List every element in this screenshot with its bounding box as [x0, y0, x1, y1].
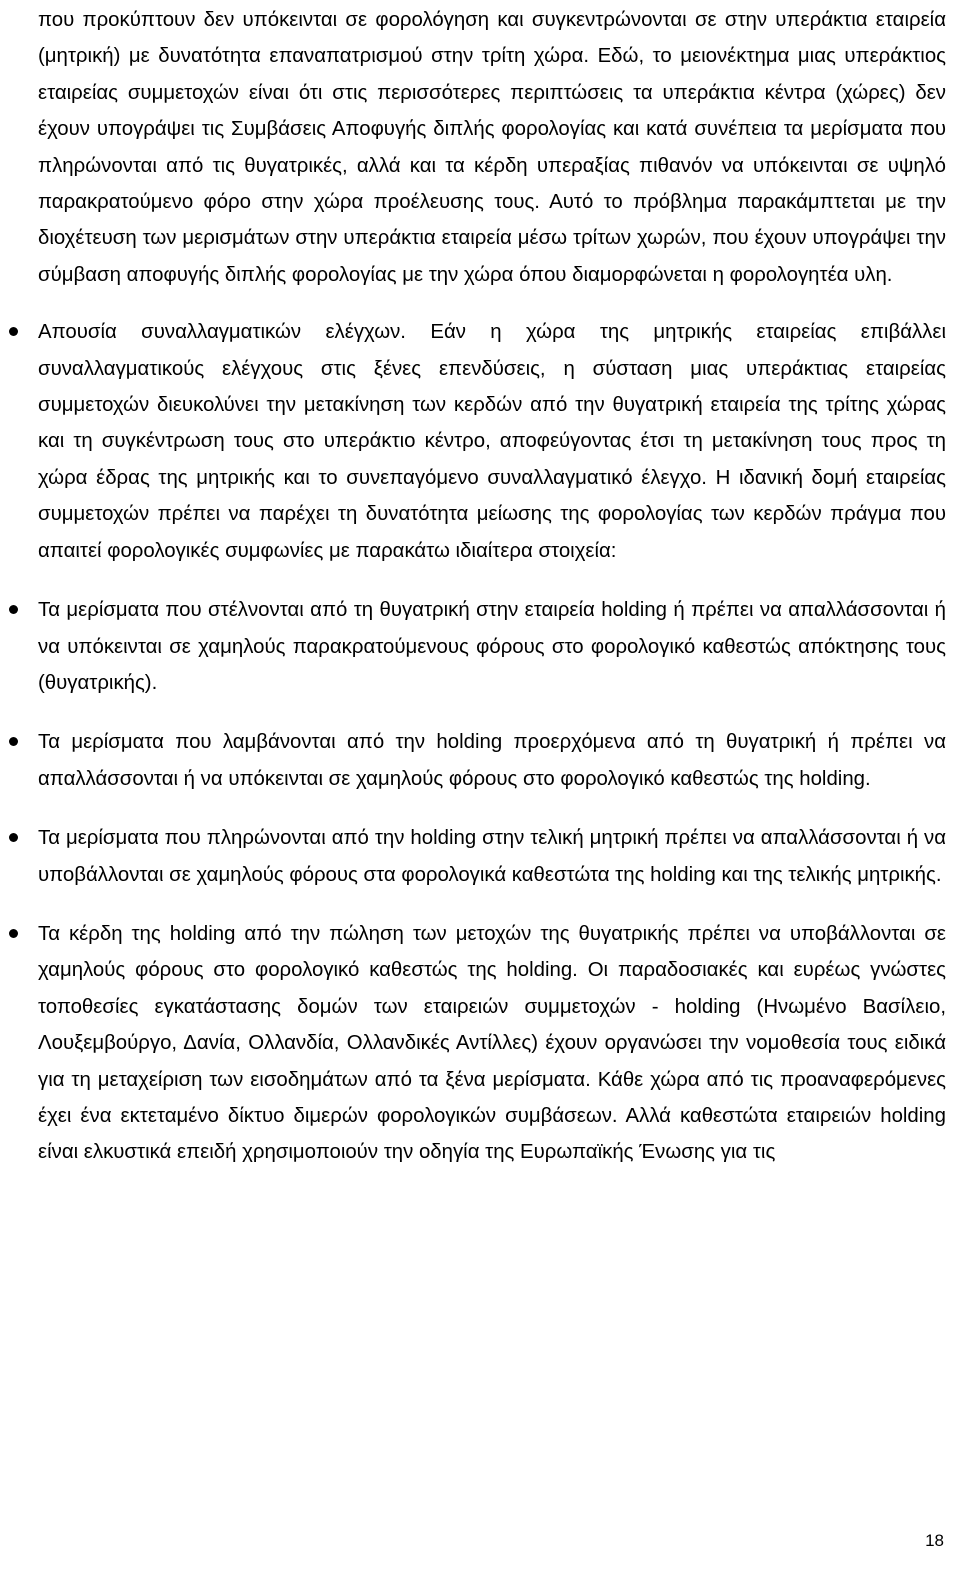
list-item — [38, 314, 946, 569]
spacer — [38, 569, 946, 592]
bullet-icon — [9, 327, 18, 336]
bullet-icon — [9, 605, 18, 614]
list-item-text: Τα μερίσματα που λαμβάνονται από την holding προερχόμενα από τη θυγατρική ή πρέπει να απαλλάσσονται ή να υπόκεινται σε χαμηλούς φόρους στο φορολογικό καθεστώς της holding. — [38, 731, 946, 790]
bullet-icon — [9, 833, 18, 842]
list-item — [38, 724, 946, 797]
list-item-text: Τα μερίσματα που στέλνονται από τη θυγατρική στην εταιρεία holding ή πρέπει να απαλλάσσονται ή να υπόκεινται σε χαμηλούς παρακρατούμενους φόρους στο φορολογικό καθεστώς απόκτησης τους (θυγατρικής). — [38, 599, 946, 694]
list-item — [38, 820, 946, 893]
spacer — [38, 893, 946, 916]
bullet-icon — [9, 929, 18, 938]
bullet-icon — [9, 737, 18, 746]
list-item — [38, 592, 946, 701]
spacer — [38, 701, 946, 724]
list-item-text: Τα μερίσματα που πληρώνονται από την holding στην τελική μητρική πρέπει να απαλλάσσονται ή να υποβάλλονται σε χαμηλούς φόρους στα φορολογικά καθεστώτα της holding και της τελικής μητρικής. — [38, 827, 946, 886]
list-item — [38, 916, 946, 1171]
page-number: 18 — [925, 1531, 944, 1550]
spacer — [38, 293, 946, 314]
list-item-text: Απουσία συναλλαγματικών ελέγχων. Εάν η χώρα της μητρικής εταιρείας επιβάλλει συναλλαγματικούς ελέγχους στις ξένες επενδύσεις, η σύσταση μιας υπεράκτιας εταιρείας συμμετοχών διευκολύνει την μετακίνηση των κερδών από την θυγατρική εταιρεία της τρίτης χώρας και τη συγκέντρωση τους στο υπεράκτιο κέντρο, αποφεύγοντας έτσι τη μετακίνηση τους προς τη χώρα έδρας της μητρικής και το συνεπαγόμενο συναλλαγματικό έλεγχο. Η ιδανική δομή εταιρείας συμμετοχών πρέπει να παρέχει τη δυνατότητα μείωσης της φορολογίας των κερδών πράγμα που απαιτεί φορολογικές συμφωνίες με παρακάτω ιδιαίτερα στοιχεία: — [38, 321, 946, 562]
intro-paragraph: που προκύπτουν δεν υπόκεινται σε φορολόγηση και συγκεντρώνονται σε στην υπεράκτια εταιρεία (μητρική) με δυνατότητα επαναπατρισμού στην τρίτη χώρα. Εδώ, το μειονέκτημα μιας υπεράκτιος εταιρείας συμμετοχών είναι ότι στις περισσότερες περιπτώσεις τα υπεράκτια κέντρα (χώρες) δεν έχουν υπογράψει τις Συμβάσεις Αποφυγής διπλής φορολογίας και κατά συνέπεια τα μερίσματα που πληρώνονται από τις θυγατρικές, αλλά και τα κέρδη υπεραξίας πιθανόν να υπόκεινται σε υψηλό παρακρατούμενο φόρο στην χώρα προέλευσης τους. Αυτό το πρόβλημα παρακάμπτεται με την διοχέτευση των μερισμάτων στην υπεράκτια εταιρεία μέσω τρίτων χωρών, που έχουν υπογράψει την σύμβαση αποφυγής διπλής φορολογίας με την χώρα όπου διαμορφώνεται η φορολογητέα υλη. — [38, 9, 946, 286]
list-item-text: Τα κέρδη της holding από την πώληση των μετοχών της θυγατρικής πρέπει να υποβάλλονται σε χαμηλούς φόρους στο φορολογικό καθεστώς της holding. Οι παραδοσιακές και ευρέως γνώστες τοποθεσίες εγκατάστασης δομών των εταιρειών συμμετοχών - holding (Ηνωμένο Βασίλειο, Λουξεμβούργο, Δανία, Ολλανδία, Ολλανδικές Αντίλλες) έχουν οργανώσει την νομοθεσία τους ειδικά για τη μεταχείριση των εισοδημάτων από τα ξένα μερίσματα. Κάθε χώρα από τις προαναφερόμενες έχει ένα εκτεταμένο δίκτυο διμερών φορολογικών συμβάσεων. Αλλά καθεστώτα εταιρειών holding είναι ελκυστικά επειδή χρησιμοποιούν την οδηγία της Ευρωπαϊκής Ένωσης για τις — [38, 922, 946, 1164]
spacer — [38, 797, 946, 820]
document-page — [38, 2, 946, 1171]
